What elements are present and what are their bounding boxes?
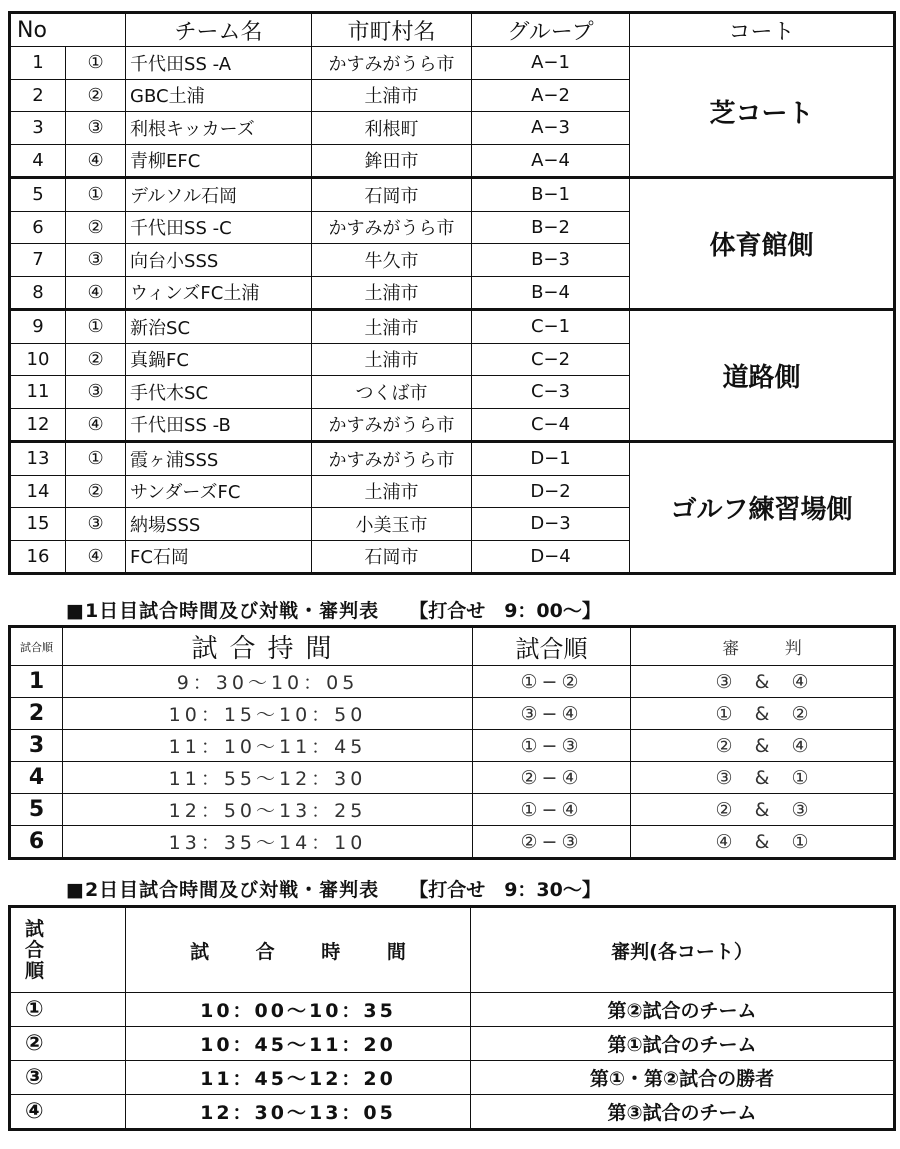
day2-game-time: 11：45～12：20 bbox=[126, 1061, 471, 1095]
day2-referee: 第②試合のチーム bbox=[471, 993, 895, 1027]
day1-header-time: 試合持間 bbox=[63, 627, 473, 666]
day1-header-row bbox=[10, 627, 895, 666]
court-name: 体育館側 bbox=[630, 178, 895, 310]
day2-row bbox=[10, 1027, 895, 1061]
day1-row bbox=[10, 826, 895, 859]
team-no: 14 bbox=[10, 475, 66, 508]
header-no: No bbox=[10, 13, 126, 47]
team-city: 小美玉市 bbox=[312, 508, 472, 541]
team-city: 土浦市 bbox=[312, 310, 472, 344]
team-group: B−2 bbox=[472, 211, 630, 244]
day2-row bbox=[10, 993, 895, 1027]
team-name: 新治SC bbox=[126, 310, 312, 344]
day1-referee: ③ & ④ bbox=[631, 666, 895, 698]
day1-header-order: 試合順 bbox=[10, 627, 63, 666]
day1-title: ■1日目試合時間及び対戦・審判表 bbox=[66, 600, 380, 622]
day2-game-number: ④ bbox=[10, 1095, 126, 1130]
team-no: 10 bbox=[10, 343, 66, 376]
day1-game-time: 12：50～13：25 bbox=[63, 794, 473, 826]
day2-referee: 第①試合のチーム bbox=[471, 1027, 895, 1061]
team-slot: ③ bbox=[66, 508, 126, 541]
team-name: 千代田SS -A bbox=[126, 47, 312, 80]
header-court: コート bbox=[630, 13, 895, 47]
day2-game-number: ② bbox=[10, 1027, 126, 1061]
day1-game-number: 5 bbox=[10, 794, 63, 826]
team-city: かすみがうら市 bbox=[312, 408, 472, 442]
day1-referee: ② & ③ bbox=[631, 794, 895, 826]
court-name: 芝コート bbox=[630, 47, 895, 178]
team-slot: ② bbox=[66, 79, 126, 112]
team-name: GBC土浦 bbox=[126, 79, 312, 112]
team-no: 15 bbox=[10, 508, 66, 541]
day2-meeting: 【打合せ 9：30～】 bbox=[409, 879, 601, 901]
team-slot: ③ bbox=[66, 244, 126, 277]
day1-row bbox=[10, 730, 895, 762]
day2-heading bbox=[66, 875, 601, 902]
day2-table bbox=[8, 905, 896, 1131]
team-slot: ④ bbox=[66, 276, 126, 310]
team-no: 2 bbox=[10, 79, 66, 112]
day1-referee: ① & ② bbox=[631, 698, 895, 730]
team-no: 3 bbox=[10, 112, 66, 145]
day1-game-time: 10：15～10：50 bbox=[63, 698, 473, 730]
team-slot: ④ bbox=[66, 408, 126, 442]
day2-header-time: 試 合 時 間 bbox=[126, 907, 471, 993]
team-no: 5 bbox=[10, 178, 66, 212]
team-no: 13 bbox=[10, 442, 66, 476]
team-name: 利根キッカーズ bbox=[126, 112, 312, 145]
team-group: A−3 bbox=[472, 112, 630, 145]
team-no: 4 bbox=[10, 144, 66, 178]
team-slot: ① bbox=[66, 442, 126, 476]
team-city: かすみがうら市 bbox=[312, 211, 472, 244]
day1-referee: ③ & ① bbox=[631, 762, 895, 794]
team-no: 6 bbox=[10, 211, 66, 244]
team-name: サンダーズFC bbox=[126, 475, 312, 508]
team-name: デルソル石岡 bbox=[126, 178, 312, 212]
team-group: C−2 bbox=[472, 343, 630, 376]
day1-matchup: ③−④ bbox=[473, 698, 631, 730]
team-no: 16 bbox=[10, 540, 66, 574]
day1-matchup: ①−④ bbox=[473, 794, 631, 826]
team-row bbox=[10, 47, 895, 80]
day1-row bbox=[10, 762, 895, 794]
day1-game-time: 11：55～12：30 bbox=[63, 762, 473, 794]
day1-game-time: 11：10～11：45 bbox=[63, 730, 473, 762]
day2-row bbox=[10, 1095, 895, 1130]
team-group: C−4 bbox=[472, 408, 630, 442]
day1-matchup: ①−② bbox=[473, 666, 631, 698]
team-city: 石岡市 bbox=[312, 178, 472, 212]
team-slot: ② bbox=[66, 211, 126, 244]
day1-game-number: 2 bbox=[10, 698, 63, 730]
day2-game-time: 10：45～11：20 bbox=[126, 1027, 471, 1061]
court-name: 道路側 bbox=[630, 310, 895, 442]
team-group: A−4 bbox=[472, 144, 630, 178]
day2-game-number: ① bbox=[10, 993, 126, 1027]
day1-heading bbox=[66, 596, 601, 623]
day1-body bbox=[10, 666, 895, 859]
team-city: 土浦市 bbox=[312, 276, 472, 310]
day2-body bbox=[10, 993, 895, 1130]
team-city: 土浦市 bbox=[312, 343, 472, 376]
team-slot: ② bbox=[66, 475, 126, 508]
team-city: 土浦市 bbox=[312, 475, 472, 508]
teams-table bbox=[8, 11, 896, 575]
court-name: ゴルフ練習場側 bbox=[630, 442, 895, 574]
teams-header-row bbox=[10, 13, 895, 47]
team-city: つくば市 bbox=[312, 376, 472, 409]
day2-game-time: 12：30～13：05 bbox=[126, 1095, 471, 1130]
team-name: 千代田SS -B bbox=[126, 408, 312, 442]
team-name: 真鍋FC bbox=[126, 343, 312, 376]
team-row bbox=[10, 178, 895, 212]
team-city: 石岡市 bbox=[312, 540, 472, 574]
team-name: 千代田SS -C bbox=[126, 211, 312, 244]
team-city: 土浦市 bbox=[312, 79, 472, 112]
day1-referee: ② & ④ bbox=[631, 730, 895, 762]
day1-matchup: ②−④ bbox=[473, 762, 631, 794]
team-no: 7 bbox=[10, 244, 66, 277]
day1-meeting: 【打合せ 9：00～】 bbox=[409, 600, 601, 622]
day1-game-time: 9：30～10：05 bbox=[63, 666, 473, 698]
day2-header-row bbox=[10, 907, 895, 993]
team-group: D−3 bbox=[472, 508, 630, 541]
day2-header-order bbox=[10, 907, 126, 993]
team-group: B−1 bbox=[472, 178, 630, 212]
day2-referee: 第③試合のチーム bbox=[471, 1095, 895, 1130]
team-group: C−3 bbox=[472, 376, 630, 409]
team-city: 鉾田市 bbox=[312, 144, 472, 178]
day1-row bbox=[10, 698, 895, 730]
day2-header-referee: 審判(各コート） bbox=[471, 907, 895, 993]
teams-body bbox=[10, 47, 895, 574]
day2-game-time: 10：00～10：35 bbox=[126, 993, 471, 1027]
day1-game-number: 1 bbox=[10, 666, 63, 698]
team-city: かすみがうら市 bbox=[312, 442, 472, 476]
team-slot: ③ bbox=[66, 376, 126, 409]
day1-row bbox=[10, 794, 895, 826]
team-name: FC石岡 bbox=[126, 540, 312, 574]
day2-header-order-text: 試 合 順 bbox=[25, 917, 45, 982]
team-group: D−2 bbox=[472, 475, 630, 508]
day1-header-match: 試合順 bbox=[473, 627, 631, 666]
team-row bbox=[10, 310, 895, 344]
team-group: C−1 bbox=[472, 310, 630, 344]
team-slot: ① bbox=[66, 47, 126, 80]
team-no: 12 bbox=[10, 408, 66, 442]
team-no: 1 bbox=[10, 47, 66, 80]
team-slot: ② bbox=[66, 343, 126, 376]
team-no: 9 bbox=[10, 310, 66, 344]
header-team: チーム名 bbox=[126, 13, 312, 47]
team-city: 利根町 bbox=[312, 112, 472, 145]
day1-header-referee: 審 判 bbox=[631, 627, 895, 666]
day2-game-number: ③ bbox=[10, 1061, 126, 1095]
day1-game-number: 6 bbox=[10, 826, 63, 859]
header-group: グループ bbox=[472, 13, 630, 47]
day1-game-number: 4 bbox=[10, 762, 63, 794]
day1-table bbox=[8, 625, 896, 860]
team-row bbox=[10, 442, 895, 476]
team-no: 8 bbox=[10, 276, 66, 310]
team-name: 納場SSS bbox=[126, 508, 312, 541]
team-no: 11 bbox=[10, 376, 66, 409]
team-slot: ① bbox=[66, 178, 126, 212]
team-slot: ③ bbox=[66, 112, 126, 145]
team-name: 青柳EFC bbox=[126, 144, 312, 178]
team-group: D−1 bbox=[472, 442, 630, 476]
day1-referee: ④ & ① bbox=[631, 826, 895, 859]
team-group: B−4 bbox=[472, 276, 630, 310]
day1-matchup: ①−③ bbox=[473, 730, 631, 762]
team-slot: ① bbox=[66, 310, 126, 344]
day1-game-time: 13：35～14：10 bbox=[63, 826, 473, 859]
team-name: 霞ヶ浦SSS bbox=[126, 442, 312, 476]
team-group: A−2 bbox=[472, 79, 630, 112]
team-slot: ④ bbox=[66, 540, 126, 574]
team-group: A−1 bbox=[472, 47, 630, 80]
team-name: 向台小SSS bbox=[126, 244, 312, 277]
team-name: ウィンズFC土浦 bbox=[126, 276, 312, 310]
team-group: D−4 bbox=[472, 540, 630, 574]
day2-referee: 第①・第②試合の勝者 bbox=[471, 1061, 895, 1095]
day1-matchup: ②−③ bbox=[473, 826, 631, 859]
day2-row bbox=[10, 1061, 895, 1095]
team-city: 牛久市 bbox=[312, 244, 472, 277]
header-city: 市町村名 bbox=[312, 13, 472, 47]
team-city: かすみがうら市 bbox=[312, 47, 472, 80]
day1-game-number: 3 bbox=[10, 730, 63, 762]
day2-title: ■2日目試合時間及び対戦・審判表 bbox=[66, 879, 380, 901]
team-slot: ④ bbox=[66, 144, 126, 178]
team-name: 手代木SC bbox=[126, 376, 312, 409]
day1-row bbox=[10, 666, 895, 698]
team-group: B−3 bbox=[472, 244, 630, 277]
